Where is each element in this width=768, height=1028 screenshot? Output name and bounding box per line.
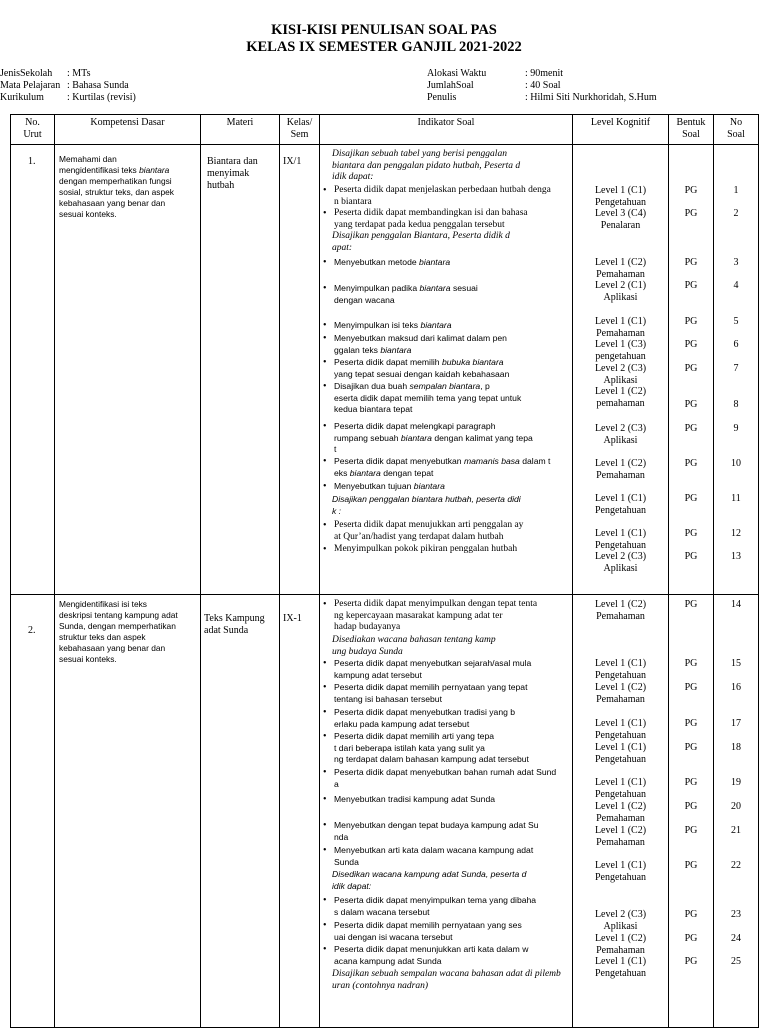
row2-soal-12: 25 <box>731 956 741 967</box>
row2-bentuk-10: PG <box>684 909 698 920</box>
bullet-icon: • <box>323 794 327 805</box>
table-row <box>11 145 759 595</box>
row2-bentuk-4: PG <box>684 718 698 729</box>
row1-level-12: Level 1 (C1) Pengetahuan <box>594 528 647 551</box>
col-indikator-soal: Indikator Soal <box>320 115 573 145</box>
col-no-soal: No Soal <box>714 115 759 145</box>
row2-bentuk-9: PG <box>684 860 698 871</box>
row1-soal-13: 13 <box>731 551 741 562</box>
row2-level-11: Level 1 (C2) Pemahaman <box>594 933 647 956</box>
row2-soal-6: 19 <box>731 777 741 788</box>
col-materi: Materi <box>201 115 280 145</box>
row2-bentuk-5: PG <box>684 742 698 753</box>
bullet-icon: • <box>323 421 327 432</box>
row1-bentuk-13: PG <box>684 551 698 562</box>
row1-bentuk <box>669 145 714 595</box>
bullet-icon: • <box>323 208 327 219</box>
row2-soal-5: 18 <box>731 742 741 753</box>
row1-indikator: Disajikan sebuah tabel yang berisi penggalan biantara dan penggalan pidato hutbah, Peserta d idik dapat: • Peserta didik dapat menjelaskan perbedaan hutbah denga n biantara • Peserta didik dapat membandingkan isi dan bahasa yang terdapat pada kedua penggalan tersebut Disajikan penggalan Biantara, Peserta didik d apat: • Menyebutkan metode biantara • Menyimpulkan padika biantara sesuai dengan wacana • Menyimpulkan isi teks biantara • Menyebutkan maksud dari kalimat dalam pen ggalan teks biantara • Peserta didik dapat memilih bubuka biantara yang tepat sesuai dengan kaidah kebahasaan • Disajikan dua buah sempalan biantara, p eserta didik dapat memilih tema yang tepat untuk kedua biantara tepat • Peserta didik dapat melengkapi paragraph rumpang sebuah biantara dengan kalimat yang tepa t • Peserta didik dapat menyebutkan mamanis basa dalam t eks biantara dengan tepat • Menyebutkan tujuan biantara Disajikan penggalan biantara hutbah, peserta didi k : • Peserta didik dapat menujukkan arti penggalan ay at Qur’an/hadist yang terdapat dalam hutbah • Menyimpulkan pokok pikiran penggalan hutbah <box>320 145 573 595</box>
kurikulum-label: Kurikulum <box>0 92 44 103</box>
row2-bentuk-3: PG <box>684 682 698 693</box>
bullet-icon: • <box>323 456 327 467</box>
row2-level-10: Level 2 (C3) Aplikasi <box>594 909 647 932</box>
row2-soal-8: 21 <box>731 825 741 836</box>
row1-bentuk-11: PG <box>684 493 698 504</box>
row2-level-7: Level 1 (C2) Pemahaman <box>594 801 647 824</box>
row1-level-7: Level 2 (C3) Aplikasi <box>594 363 647 386</box>
row1-soal-10: 10 <box>731 458 741 469</box>
title-line-2: KELAS IX SEMESTER GANJIL 2021-2022 <box>246 39 522 55</box>
row1-level-8: Level 1 (C2) pemahaman <box>594 386 647 409</box>
row1-level-11: Level 1 (C1) Pengetahuan <box>594 493 647 516</box>
jenis-label: JenisSekolah <box>0 68 53 79</box>
row2-level-2: Level 1 (C1) Pengetahuan <box>594 658 647 681</box>
row1-soal-5: 5 <box>733 316 739 327</box>
row1-level-9: Level 2 (C3) Aplikasi <box>594 423 647 446</box>
bullet-icon: • <box>323 845 327 856</box>
row1-level-4: Level 2 (C1) Aplikasi <box>594 280 647 303</box>
row1-bentuk-7: PG <box>684 363 698 374</box>
row1-bentuk-2: PG <box>684 208 698 219</box>
row1-bentuk-6: PG <box>684 339 698 350</box>
row1-level-13: Level 2 (C3) Aplikasi <box>594 551 647 574</box>
jumlah-value: : 40 Soal <box>525 80 561 91</box>
col-kelas-sem: Kelas/ Sem <box>280 115 320 145</box>
row1-soal-7: 7 <box>733 363 739 374</box>
row2-level-8: Level 1 (C2) Pemahaman <box>594 825 647 848</box>
row1-bentuk-1: PG <box>684 185 698 196</box>
bullet-icon: • <box>323 820 327 831</box>
row2-soal-11: 24 <box>731 933 741 944</box>
row2-level-9: Level 1 (C1) Pengetahuan <box>594 860 647 883</box>
bullet-icon: • <box>323 520 327 531</box>
bullet-icon: • <box>323 185 327 196</box>
row1-bentuk-3: PG <box>684 257 698 268</box>
alokasi-value: : 90menit <box>525 68 564 79</box>
row1-soal-6: 6 <box>733 339 739 350</box>
penulis-value: : Hilmi Siti Nurkhoridah, S.Hum <box>525 92 657 103</box>
col-no-urut: No. Urut <box>11 115 55 145</box>
row1-soal <box>714 145 759 595</box>
bullet-icon: • <box>323 767 327 778</box>
row1-level-6: Level 1 (C3) pengetahuan <box>594 339 647 362</box>
bullet-icon: • <box>323 320 327 331</box>
penulis-label: Penulis <box>427 92 457 103</box>
row1-no: 1. <box>11 145 55 595</box>
row1-soal-1: 1 <box>733 185 739 196</box>
bullet-icon: • <box>323 257 327 268</box>
row2-bentuk-8: PG <box>684 825 698 836</box>
row2-kelas: IX-1 <box>280 595 320 1028</box>
table-row <box>11 595 759 1028</box>
row1-materi: Biantara dan menyimak hutbah <box>201 145 280 595</box>
row1-bentuk-10: PG <box>684 458 698 469</box>
document-title <box>0 22 768 56</box>
bullet-icon: • <box>323 283 327 294</box>
row2-level-12: Level 1 (C1) Pengetahuan <box>594 956 647 979</box>
row2-bentuk-2: PG <box>684 658 698 669</box>
row2-level-6: Level 1 (C1) Pengetahuan <box>594 777 647 800</box>
bullet-icon: • <box>323 599 327 610</box>
row2-soal-4: 17 <box>731 718 741 729</box>
alokasi-label: Alokasi Waktu <box>427 68 487 79</box>
bullet-icon: • <box>323 481 327 492</box>
kisi-kisi-table <box>10 114 759 1028</box>
row1-bentuk-8: PG <box>684 399 698 410</box>
row2-soal <box>714 595 759 1028</box>
row2-bentuk-7: PG <box>684 801 698 812</box>
bullet-icon: • <box>323 895 327 906</box>
row2-bentuk-12: PG <box>684 956 698 967</box>
bullet-icon: • <box>323 920 327 931</box>
row2-bentuk <box>669 595 714 1028</box>
col-bentuk-soal: Bentuk Soal <box>669 115 714 145</box>
row2-soal-10: 23 <box>731 909 741 920</box>
row2-no: 2. <box>11 595 55 1028</box>
bullet-icon: • <box>323 381 327 392</box>
table-header-row <box>11 115 759 145</box>
row2-level-4: Level 1 (C1) Pengetahuan <box>594 718 647 741</box>
row1-level-5: Level 1 (C1) Pemahaman <box>594 316 647 339</box>
row1-level-10: Level 1 (C2) Pemahaman <box>594 458 647 481</box>
bullet-icon: • <box>323 658 327 669</box>
bullet-icon: • <box>323 357 327 368</box>
row1-soal-11: 11 <box>731 493 741 504</box>
document-meta <box>0 68 768 108</box>
row1-level-3: Level 1 (C2) Pemahaman <box>594 257 647 280</box>
bullet-icon: • <box>323 707 327 718</box>
row1-level <box>573 145 669 595</box>
title-line-1: KISI-KISI PENULISAN SOAL PAS <box>271 22 497 38</box>
row2-soal-2: 15 <box>731 658 741 669</box>
col-level-kognitif: Level Kognitif <box>573 115 669 145</box>
row2-bentuk-11: PG <box>684 933 698 944</box>
bullet-icon: • <box>323 944 327 955</box>
row1-bentuk-12: PG <box>684 528 698 539</box>
row1-level-1: Level 1 (C1) Pengetahuan <box>594 185 647 208</box>
row2-soal-9: 22 <box>731 860 741 871</box>
row1-bentuk-4: PG <box>684 280 698 291</box>
jenis-value: : MTs <box>67 68 91 79</box>
row2-materi: Teks Kampung adat Sunda <box>201 595 280 1028</box>
kurikulum-value: : Kurtilas (revisi) <box>67 92 136 103</box>
row1-soal-9: 9 <box>733 423 739 434</box>
row2-soal-3: 16 <box>731 682 741 693</box>
row1-level-2: Level 3 (C4) Penalaran <box>594 208 647 231</box>
mapel-label: Mata Pelajaran <box>0 80 61 91</box>
row2-bentuk-6: PG <box>684 777 698 788</box>
row2-soal-1: 14 <box>731 599 741 610</box>
row1-soal-4: 4 <box>733 280 739 291</box>
row2-bentuk-1: PG <box>684 599 698 610</box>
bullet-icon: • <box>323 731 327 742</box>
row1-bentuk-5: PG <box>684 316 698 327</box>
bullet-icon: • <box>323 333 327 344</box>
row1-soal-3: 3 <box>733 257 739 268</box>
row2-soal-7: 20 <box>731 801 741 812</box>
bullet-icon: • <box>323 544 327 555</box>
col-kompetensi-dasar: Kompetensi Dasar <box>55 115 201 145</box>
row1-soal-12: 12 <box>731 528 741 539</box>
row2-level-1: Level 1 (C2) Pemahaman <box>594 599 647 622</box>
mapel-value: : Bahasa Sunda <box>67 80 129 91</box>
row1-bentuk-9: PG <box>684 423 698 434</box>
row2-indikator: • Peserta didik dapat menyimpulkan dengan tepat tenta ng kepercayaan masarakat kampung adat ter hadap budayanya Disediakan wacana bahasan tentang kamp ung budaya Sunda • Peserta didik dapat menyebutkan sejarah/asal mula kampung adat tersebut • Peserta didik dapat memilih pernyataan yang tepat tentang isi bahasan tersebut • Peserta didik dapat menyebutkan tradisi yang b erlaku pada kampung adat tersebut • Peserta didik dapat memilih arti yang tepa t dari beberapa istilah kata yang sulit ya ng terdapat dalam bahasan kampung adat tersebut • Peserta didik dapat menyebutkan bahan rumah adat Sund a • Menyebutkan tradisi kampung adat Sunda • Menyebutkan dengan tepat budaya kampung adat Su nda • Menyebutkan arti kata dalam wacana kampung adat Sunda Disedikan wacana kampung adat Sunda, peserta d idik dapat: • Peserta didik dapat menyimpulkan tema yang dibaha s dalam wacana tersebut • Peserta didik dapat memilih pernyataan yang ses uai dengan isi wacana tersebut • Peserta didik dapat menunjukkan arti kata dalam w acana kampung adat Sunda Disajikan sebuah sempalan wacana bahasan adat di pilemb uran (contohnya nadran) <box>320 595 573 1028</box>
jumlah-label: JumlahSoal <box>427 80 474 91</box>
row2-level <box>573 595 669 1028</box>
row1-soal-8: 8 <box>733 399 739 410</box>
bullet-icon: • <box>323 682 327 693</box>
row1-kelas: IX/1 <box>280 145 320 595</box>
row2-kd: Mengidentifikasi isi teks deskripsi tentang kampung adat Sunda, dengan memperhatikan struktur teks dan aspek kebahasaan yang benar dan sesuai konteks. <box>55 595 201 1028</box>
row2-level-3: Level 1 (C2) Pemahaman <box>594 682 647 705</box>
row1-kd: Memahami dan mengidentifikasi teks biantara dengan memperhatikan fungsi sosial, struktur teks, dan aspek kebahasaan yang benar dan sesuai konteks. <box>55 145 201 595</box>
row1-soal-2: 2 <box>733 208 739 219</box>
row2-level-5: Level 1 (C1) Pengetahuan <box>594 742 647 765</box>
